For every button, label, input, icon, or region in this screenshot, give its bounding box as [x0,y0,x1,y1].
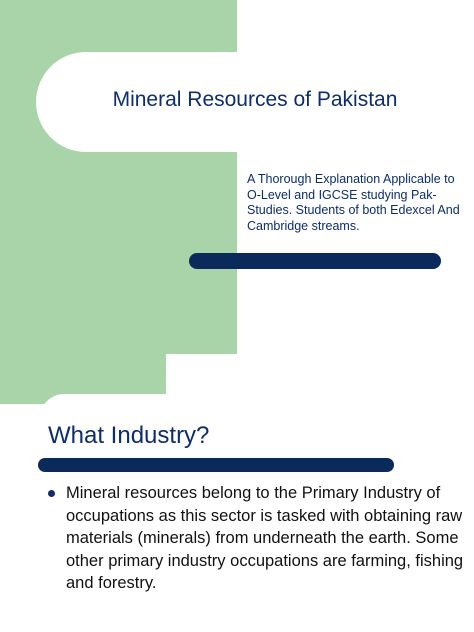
content-slide [0,354,474,632]
bullet-item [48,482,468,595]
bullet-list [48,482,468,595]
slide-title: Mineral Resources of Pakistan [112,88,398,111]
slide-heading: What Industry? [48,422,210,449]
slide-subtitle: A Thorough Explanation Applicable to O-Level and IGCSE studying Pak-Studies. Students of both Edexcel And Cambridge streams. [247,172,460,233]
bullet-dot-icon [48,490,55,497]
navy-accent-bar [189,253,441,269]
bullet-text: Mineral resources belong to the Primary Industry of occupations as this sector is tasked with obtaining raw materials (minerals) from underneath the earth. Some other primary industry occupations are farming, fishing and forestry. [66,484,464,592]
navy-accent-bar [38,458,394,472]
